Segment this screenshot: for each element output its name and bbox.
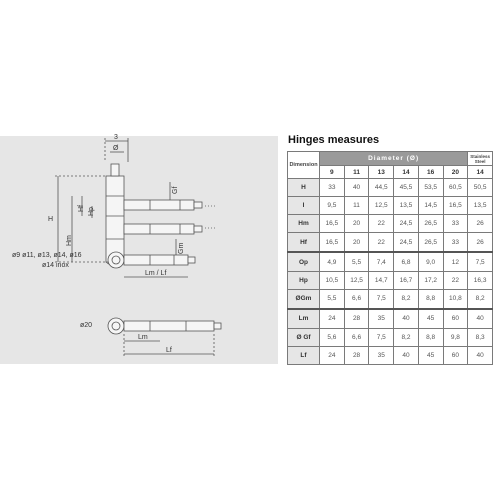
dim-label-Gf: Gf bbox=[172, 186, 179, 194]
table-cell: 8,3 bbox=[468, 328, 493, 346]
table-cell: 8,8 bbox=[418, 290, 443, 309]
table-cell: 7,5 bbox=[468, 252, 493, 271]
table-row bbox=[288, 309, 493, 328]
dim-label-H: H bbox=[48, 216, 54, 223]
table-cell: 7,4 bbox=[369, 252, 394, 271]
table-cell: 45,5 bbox=[394, 179, 419, 197]
table-cell: 5,6 bbox=[320, 328, 345, 346]
table-cell: 40 bbox=[394, 346, 419, 364]
table-cell: 26,5 bbox=[418, 233, 443, 252]
table-row-label: Hm bbox=[288, 215, 320, 233]
table-row-label: Hp bbox=[288, 271, 320, 289]
table-row bbox=[288, 233, 493, 252]
diameters-label-2: ø14 inox bbox=[42, 262, 69, 269]
table-cell: 22 bbox=[443, 271, 468, 289]
table-cell: 53,5 bbox=[418, 179, 443, 197]
table-size-header: 14 bbox=[468, 166, 493, 179]
table-cell: 50,5 bbox=[468, 179, 493, 197]
table-cell: 16,3 bbox=[468, 271, 493, 289]
table-row bbox=[288, 271, 493, 289]
table-row-label: ØGm bbox=[288, 290, 320, 309]
hinge-pin-side-1 bbox=[124, 255, 188, 265]
table-cell: 9,5 bbox=[320, 197, 345, 215]
dim-label-Lf: Lf bbox=[166, 347, 172, 354]
table-cell: 40 bbox=[468, 309, 493, 328]
table-cell: 33 bbox=[443, 233, 468, 252]
hinge-drawing-svg bbox=[0, 136, 278, 364]
table-cell: 10,8 bbox=[443, 290, 468, 309]
table-cell: 9,8 bbox=[443, 328, 468, 346]
table-cell: 44,5 bbox=[369, 179, 394, 197]
dim-label-Hp: Hp bbox=[88, 207, 95, 216]
dia-20-label: ø20 bbox=[80, 322, 93, 329]
table-cell: 11 bbox=[344, 197, 369, 215]
table-cell: 40 bbox=[468, 346, 493, 364]
dim-label-Hm: Hm bbox=[66, 235, 73, 246]
table-cell: 20 bbox=[344, 233, 369, 252]
table-cell: 22 bbox=[369, 233, 394, 252]
table-cell: 45 bbox=[418, 309, 443, 328]
table-cell: 40 bbox=[394, 309, 419, 328]
table-size-header: 16 bbox=[418, 166, 443, 179]
table-row bbox=[288, 179, 493, 197]
table-cell: 35 bbox=[369, 309, 394, 328]
table-cell: 6,8 bbox=[394, 252, 419, 271]
table-cell: 5,5 bbox=[344, 252, 369, 271]
table-cell: 16,5 bbox=[320, 215, 345, 233]
diameters-label-1: ø9 ø11, ø13, ø14, ø16 bbox=[12, 252, 82, 259]
table-row-label: Hf bbox=[288, 233, 320, 252]
table-cell: 60,5 bbox=[443, 179, 468, 197]
dim-label-Lm: Lm bbox=[138, 334, 148, 341]
table-corner-label: Dimension bbox=[288, 152, 320, 179]
table-cell: 7,5 bbox=[369, 290, 394, 309]
table-cell: 60 bbox=[443, 309, 468, 328]
table-size-header: 11 bbox=[344, 166, 369, 179]
table-cell: 16,5 bbox=[443, 197, 468, 215]
table-cell: 8,8 bbox=[418, 328, 443, 346]
table-cell: 40 bbox=[344, 179, 369, 197]
table-row bbox=[288, 346, 493, 364]
dim-label-d: Ø bbox=[113, 145, 119, 152]
table-row-label: Lm bbox=[288, 309, 320, 328]
dim-label-Gm: Gm bbox=[178, 242, 185, 254]
table-cell: 33 bbox=[320, 179, 345, 197]
table-row-label: Lf bbox=[288, 346, 320, 364]
hinge-pin-side-2 bbox=[124, 321, 214, 331]
table-cell: 24 bbox=[320, 309, 345, 328]
hinge-barrel bbox=[106, 176, 124, 262]
table-cell: 24,5 bbox=[394, 215, 419, 233]
table-row bbox=[288, 290, 493, 309]
table-group-header: Diameter (Ø) bbox=[320, 152, 468, 166]
table-stainless-header: Stainless Steel bbox=[468, 152, 493, 166]
table-cell: 6,6 bbox=[344, 290, 369, 309]
table-cell: 10,5 bbox=[320, 271, 345, 289]
table-cell: 17,2 bbox=[418, 271, 443, 289]
hinge-pin-top bbox=[111, 164, 119, 176]
hinge-measures-table bbox=[287, 151, 493, 365]
table-cell: 12,5 bbox=[344, 271, 369, 289]
dim-label-Lm-Lf: Lm / Lf bbox=[145, 270, 167, 277]
table-cell: 12 bbox=[443, 252, 468, 271]
hinge-end-circle-2 bbox=[108, 318, 124, 334]
table-cell: 6,6 bbox=[344, 328, 369, 346]
table-size-header: 14 bbox=[394, 166, 419, 179]
table-cell: 33 bbox=[443, 215, 468, 233]
table-cell: 8,2 bbox=[468, 290, 493, 309]
table-cell: 8,2 bbox=[394, 290, 419, 309]
dim-label-3: 3 bbox=[114, 134, 118, 141]
table-cell: 45 bbox=[418, 346, 443, 364]
table-cell: 7,5 bbox=[369, 328, 394, 346]
table-cell: 35 bbox=[369, 346, 394, 364]
table-cell: 28 bbox=[344, 309, 369, 328]
table-row-label: H bbox=[288, 179, 320, 197]
table-cell: 26 bbox=[468, 233, 493, 252]
table-row-label: I bbox=[288, 197, 320, 215]
table-cell: 16,5 bbox=[320, 233, 345, 252]
table-cell: 60 bbox=[443, 346, 468, 364]
table-cell: 22 bbox=[369, 215, 394, 233]
table-row bbox=[288, 197, 493, 215]
table-cell: 13,5 bbox=[394, 197, 419, 215]
table-cell: 8,2 bbox=[394, 328, 419, 346]
table-size-header: 9 bbox=[320, 166, 345, 179]
table-cell: 28 bbox=[344, 346, 369, 364]
table-cell: 24 bbox=[320, 346, 345, 364]
table-title: Hinges measures bbox=[288, 134, 380, 146]
table-cell: 12,5 bbox=[369, 197, 394, 215]
table-cell: 4,9 bbox=[320, 252, 345, 271]
table-cell: 26,5 bbox=[418, 215, 443, 233]
table-row-label: Op bbox=[288, 252, 320, 271]
table-body bbox=[288, 179, 493, 365]
table-cell: 20 bbox=[344, 215, 369, 233]
table-cell: 26 bbox=[468, 215, 493, 233]
table-row bbox=[288, 215, 493, 233]
dim-label-Hf: Hf bbox=[78, 205, 85, 212]
table-cell: 24,5 bbox=[394, 233, 419, 252]
table-cell: 5,5 bbox=[320, 290, 345, 309]
table-cell: 14,5 bbox=[418, 197, 443, 215]
table-size-header: 20 bbox=[443, 166, 468, 179]
hinge-end-circle-1 bbox=[108, 252, 124, 268]
hinge-pin-lower bbox=[124, 224, 194, 234]
table-size-header: 13 bbox=[369, 166, 394, 179]
table-row bbox=[288, 328, 493, 346]
table-cell: 14,7 bbox=[369, 271, 394, 289]
table-cell: 13,5 bbox=[468, 197, 493, 215]
hinge-pin-upper bbox=[124, 200, 194, 210]
table-row-label: Ø Gf bbox=[288, 328, 320, 346]
table-row bbox=[288, 252, 493, 271]
technical-drawing bbox=[0, 136, 278, 364]
table-cell: 9,0 bbox=[418, 252, 443, 271]
table-cell: 16,7 bbox=[394, 271, 419, 289]
